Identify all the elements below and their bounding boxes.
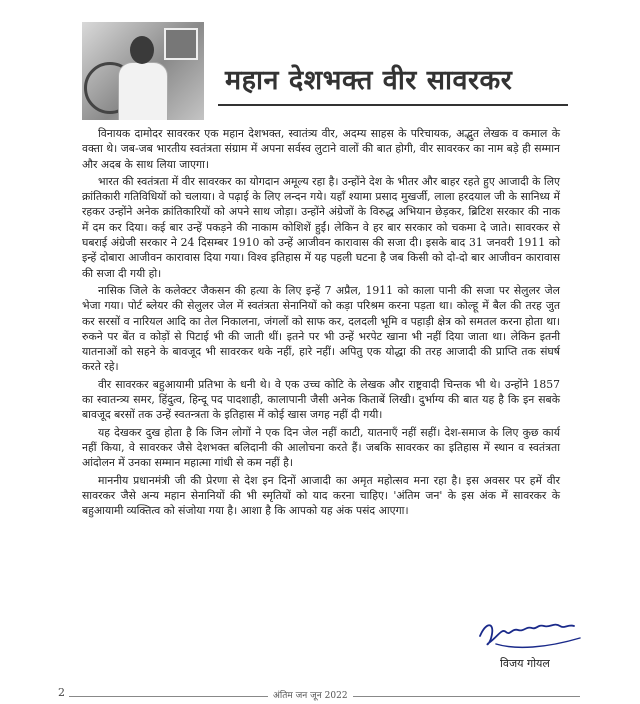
page-title: महान देशभक्त वीर सावरकर	[225, 65, 513, 96]
handwritten-signature	[476, 614, 586, 654]
paragraph-6: माननीय प्रधानमंत्री जी की प्रेरणा से देश इन दिनों आजादी का अमृत महोत्सव मना रहा है। इस अवसर पर हमें वीर सावरकर जैसे अन्य महान सेनानियों की भी स्मृतियों को याद करना चाहिए। 'अंतिम जन' के इस अंक में सावरकर के बहुआयामी व्यक्तित्व को संजोया गया है। आशा है कि आपको यह अंक पसंद आएगा।	[82, 473, 560, 518]
paragraph-3: नासिक जिले के कलेक्टर जैकसन की हत्या के लिए इन्हें 7 अप्रैल, 1911 को काला पानी की सजा पर सेलुलर जेल भेजा गया। पोर्ट ब्लेयर की सेलुलर जेल में स्वतंत्रता सेनानियों को कड़ा परिश्रम करना पड़ता था। कोल्हू में बैल की तरह जुत कर सरसों व नारियल आदि का तेल निकालना, जंगलों को साफ कर, दलदली भूमि व पहाड़ी क्षेत्र को समतल करना होता था। रुकने पर बेंत व कोड़ों से पिटाई भी की जाती थीं। इतने पर भी उन्हें भरपेट खाना भी नहीं दिया जाता था। लेकिन इतनी यातनाओं को सहने के बावजूद भी सावरकर थके नहीं, हारे नहीं। अपितु एक योद्धा की तरह आजादी की प्राप्ति तक संघर्ष करते रहे।	[82, 283, 560, 374]
paragraph-1: विनायक दामोदर सावरकर एक महान देशभक्त, स्वातंत्र्य वीर, अदम्य साहस के परिचायक, अद्भुत लेखक व कमाल के वक्ता थे। जब-जब भारतीय स्वतंत्रता संग्राम में अपना सर्वस्व लुटाने वालों की बात होगी, वीर सावरकर का नाम बड़े ही सम्मान और अदब के साथ लिया जाएगा।	[82, 127, 560, 171]
title-underline	[218, 104, 568, 106]
page-number: 2	[58, 686, 69, 699]
author-name: विजय गोयल	[500, 657, 550, 670]
paragraph-2: भारत की स्वतंत्रता में वीर सावरकर का योगदान अमूल्य रहा है। उन्होंने देश के भीतर और बाहर रहते हुए आजादी के लिए क्रांतिकारी गतिविधियों को चलाया। वे पढ़ाई के लिए लन्दन गये। यहाँ श्यामा प्रसाद मुखर्जी, लाला हरदयाल जी के सानिध्य में रहकर उन्होंने अनेक क्रांतिकारियों को अपने साथ जोड़ा। उन्होंने अंग्रेजों के विरुद्ध अभियान छेड़कर, ब्रिटिश सरकार की नाक में दम कर दिया। कई बार उन्हें पकड़ने की नाकाम कोशिशें हुईं। लेकिन वे हर बार सरकार को चकमा दे जाते। सावरकर से घबराई अंग्रेजी सरकार ने 24 दिसम्बर 1910 को उन्हें आजीवन कारावास की सजा दी। इसके बाद 31 जनवरी 1911 को इन्हें दोबारा आजीवन कारावास दिया गया। विश्व इतिहास में यह पहली घटना है जब किसी को दो-दो बार आजीवन कारावास की सजा दी गयी हो।	[82, 174, 560, 280]
article-body	[82, 126, 560, 520]
author-photo	[82, 22, 204, 120]
person-figure	[118, 62, 168, 120]
paragraph-4: वीर सावरकर बहुआयामी प्रतिभा के धनी थे। वे एक उच्च कोटि के लेखक और राष्ट्रवादी चिन्तक भी थे। उन्होंने 1857 का स्वातन्त्र्य समर, हिंदुत्व, हिन्दू पद पादशाही, कालापानी जैसी अनेक किताबें लिखी। दुर्भाग्य की बात यह है कि इन सबके बावजूद बरसों तक उन्हें स्वतन्त्रता के इतिहास में कोई खास जगह नहीं दी गयी।	[82, 377, 560, 422]
photo-frame-on-wall	[164, 28, 198, 60]
person-head	[130, 36, 154, 64]
paragraph-5: यह देखकर दुख होता है कि जिन लोगों ने एक दिन जेल नहीं काटी, यातनाएँ नहीं सहीं। देश-समाज के लिए कुछ कार्य नहीं किया, वे सावरकर जैसे देशभक्त बलिदानी की आलोचना करते हैं। जबकि सावरकर का इतिहास में स्थान व स्वतंत्रता आंदोलन में उनका सम्मान महात्मा गांधी से कम नहीं है।	[82, 425, 560, 470]
footer-publication: अंतिम जन जून 2022	[268, 688, 353, 701]
